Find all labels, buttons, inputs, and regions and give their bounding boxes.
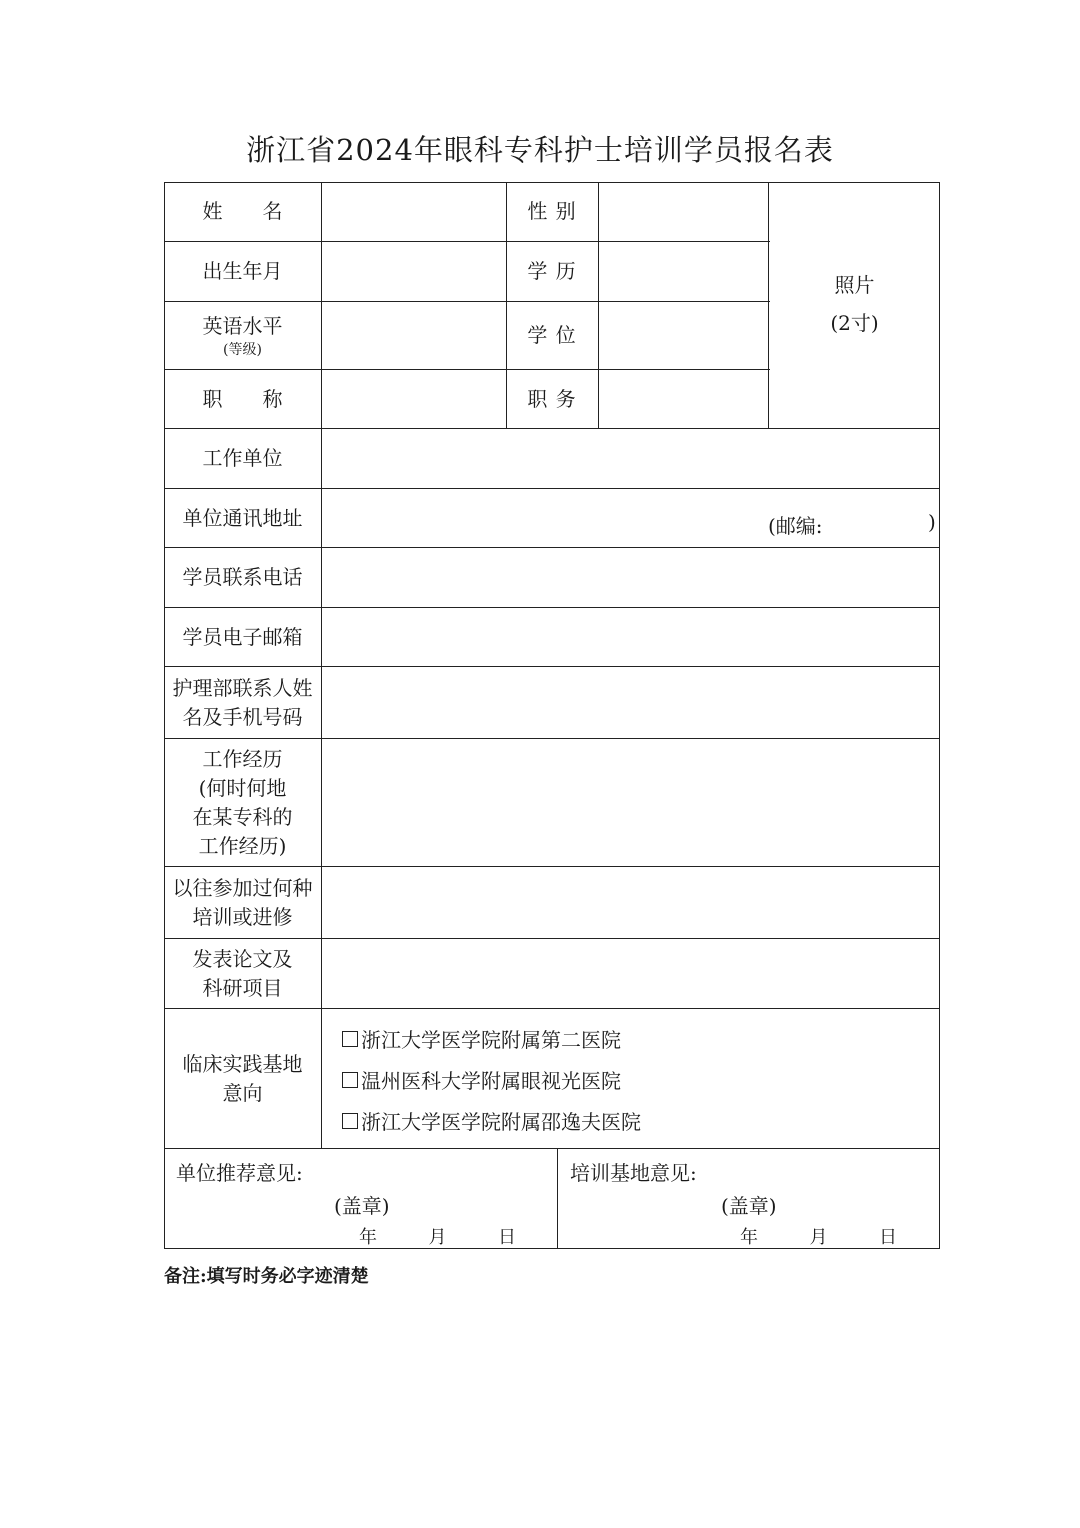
checkbox[interactable] <box>342 1113 358 1129</box>
work-history-line2: (何时何地 <box>198 775 287 800</box>
degree-label: 学 位 <box>527 323 577 347</box>
english-label-cell <box>164 302 321 369</box>
nursing-contact-input[interactable] <box>322 667 940 738</box>
form-title: 浙江省2024年眼科专科护士培训学员报名表 <box>246 133 834 167</box>
email-input[interactable] <box>322 608 940 666</box>
photo-size: (2寸) <box>830 311 879 335</box>
base-seal: (盖章) <box>721 1194 777 1218</box>
base-option[interactable] <box>342 1106 641 1135</box>
base-option-label: 浙江大学医学院附属第二医院 <box>361 1028 621 1052</box>
address-input[interactable] <box>322 489 940 547</box>
photo-area[interactable] <box>769 182 940 428</box>
base-option[interactable] <box>342 1024 621 1053</box>
clinical-base-line1: 临床实践基地 <box>182 1051 303 1076</box>
work-history-label <box>164 739 321 866</box>
title-label: 职 称 <box>202 386 283 411</box>
nursing-contact-label-line1: 护理部联系人姓 <box>172 675 313 700</box>
prior-training-line2: 培训或进修 <box>192 904 293 929</box>
unit-date <box>359 1223 516 1249</box>
checkbox[interactable] <box>342 1031 358 1047</box>
education-input[interactable] <box>599 242 768 301</box>
unit-day: 日 <box>497 1227 516 1248</box>
phone-label: 学员联系电话 <box>182 565 303 589</box>
education-label: 学 历 <box>527 259 577 283</box>
unit-month: 月 <box>428 1227 447 1248</box>
work-history-line3: 在某专科的 <box>192 804 293 829</box>
clinical-base-label <box>164 1009 321 1148</box>
position-label: 职 务 <box>527 386 577 411</box>
unit-year: 年 <box>359 1227 377 1248</box>
base-date <box>740 1223 897 1249</box>
name-input[interactable] <box>322 182 506 241</box>
unit-opinion-label: 单位推荐意见: <box>176 1161 303 1185</box>
prior-training-label <box>164 867 321 938</box>
workplace-input[interactable] <box>322 429 940 488</box>
work-history-input[interactable] <box>322 739 940 866</box>
base-option-label: 浙江大学医学院附属邵逸夫医院 <box>361 1110 641 1134</box>
checkbox[interactable] <box>342 1072 358 1088</box>
footnote: 备注:填写时务必字迹清楚 <box>164 1266 369 1287</box>
position-input[interactable] <box>599 370 768 428</box>
english-label: 英语水平 <box>202 314 283 338</box>
prior-training-line1: 以往参加过何种 <box>172 875 313 900</box>
english-sub-label: (等级) <box>223 342 262 358</box>
base-month: 月 <box>809 1227 828 1248</box>
base-opinion-label: 培训基地意见: <box>570 1161 697 1185</box>
base-option-label: 温州医科大学附属眼视光医院 <box>361 1069 621 1093</box>
papers-label <box>164 939 321 1008</box>
birth-input[interactable] <box>322 242 506 301</box>
work-history-line4: 工作经历) <box>198 833 287 858</box>
row-divider <box>164 1148 940 1149</box>
title-input[interactable] <box>322 370 506 428</box>
birth-label: 出生年月 <box>202 259 283 283</box>
base-year: 年 <box>740 1227 758 1248</box>
clinical-base-line2: 意向 <box>222 1080 263 1105</box>
base-option[interactable] <box>342 1065 621 1094</box>
photo-label: 照片 <box>834 273 875 297</box>
postal-open: (邮编: <box>768 514 823 538</box>
work-history-line1: 工作经历 <box>202 746 283 771</box>
postal-code-field[interactable] <box>768 510 936 539</box>
registration-form <box>164 182 941 1250</box>
base-day: 日 <box>878 1227 897 1248</box>
degree-input[interactable] <box>599 302 768 369</box>
col-divider <box>557 1148 558 1249</box>
address-label: 单位通讯地址 <box>182 505 303 530</box>
phone-input[interactable] <box>322 548 940 607</box>
papers-line2: 科研项目 <box>202 975 283 1000</box>
english-input[interactable] <box>322 302 506 369</box>
nursing-contact-label <box>164 667 321 738</box>
gender-input[interactable] <box>599 182 768 241</box>
workplace-label: 工作单位 <box>202 446 283 470</box>
email-label: 学员电子邮箱 <box>182 624 303 649</box>
papers-input[interactable] <box>322 939 940 1008</box>
papers-line1: 发表论文及 <box>192 946 293 971</box>
unit-seal: (盖章) <box>334 1194 390 1218</box>
gender-label: 性 别 <box>527 199 577 223</box>
name-label: 姓 名 <box>202 199 283 223</box>
postal-close: ) <box>928 510 936 534</box>
nursing-contact-label-line2: 名及手机号码 <box>182 704 303 729</box>
prior-training-input[interactable] <box>322 867 940 938</box>
